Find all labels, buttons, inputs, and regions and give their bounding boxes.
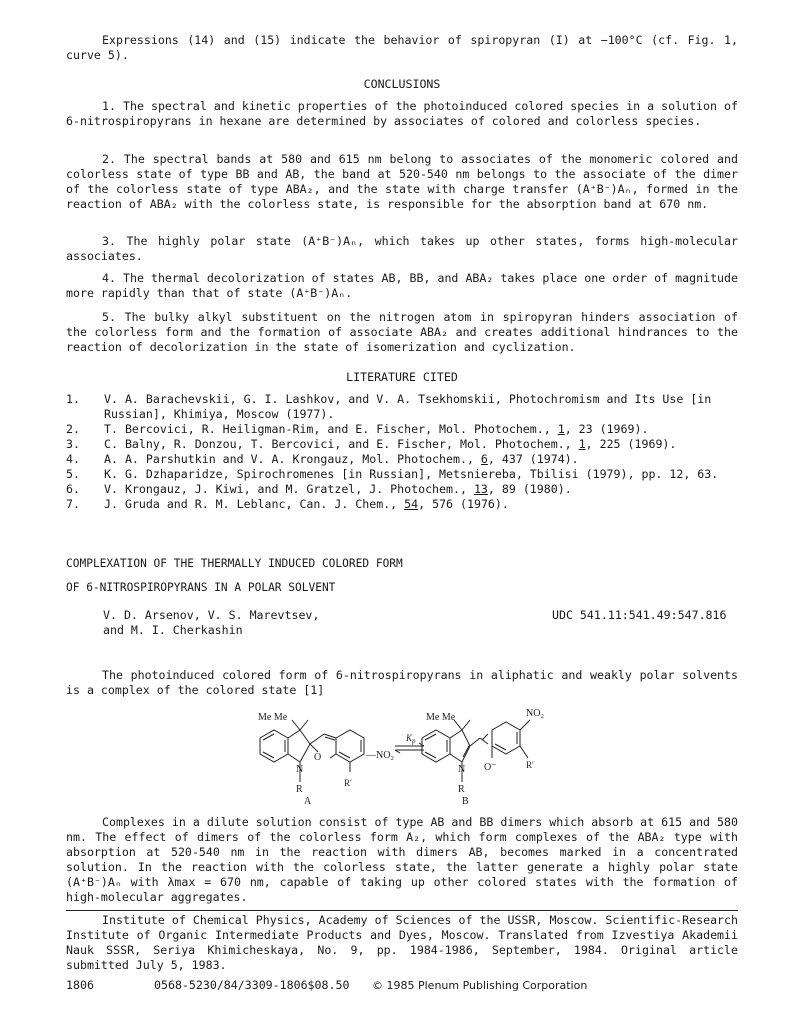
reference-item (66, 437, 746, 452)
scheme-no2-a: —NO₂ (366, 750, 394, 761)
conclusion-5: 5. The bulky alkyl substituent on the nitrogen atom in spiropyran hinders association of the colorless form and the formation of associate ABA₂ and creates additional hindrances to the reaction of decolorization in the state of isomerization and cyclization. (66, 310, 738, 354)
reference-text: V. A. Barachevskii, G. I. Lashkov, and V. A. Tsekhomskii, Photochromism and Its Use [in Russian], Khimiya, Moscow (1977). (104, 392, 712, 421)
scheme-o-minus: O⁻ (484, 762, 497, 773)
spiropyran-complex-scheme (230, 700, 570, 812)
reference-item (66, 452, 746, 467)
body-paragraph-2: Complexes in a dilute solution consist of type AB and BB dimers which absorb at 615 and 580 nm. The effect of dimers of the colorless form A₂, which form complexes of the ABA₂ type with absorption at 520-540 nm in the reaction with dimers AB, becomes marked in a concentrated solution. In the reaction with the colorless state, the latter generate a highly polar state (A⁺B⁻)Aₙ with λmax = 670 nm, capable of taking up other colored states with the formation of high-molecular aggregates. (66, 815, 738, 904)
reference-item (66, 467, 746, 482)
body-paragraph-1: The photoinduced colored form of 6-nitrospiropyrans in aliphatic and weakly polar solvents is a complex of the colored state [1] (66, 668, 738, 697)
footnote: Institute of Chemical Physics, Academy of Sciences of the USSR, Moscow. Scientific-Research Institute of Organic Intermediate Products and Dyes, Moscow. Translated from Izvestiya Akademii Nauk SSSR, Seriya Khimicheskaya, No. 9, pp. 1984-1986, September, 1984. Original article submitted July 5, 1983. (66, 913, 738, 972)
conclusion-4: 4. The thermal decolorization of states AB, BB, and ABA₂ takes place one order of magnitude more rapidly than that of state (A⁺B⁻)Aₙ. (66, 271, 738, 300)
conclusion-1: 1. The spectral and kinetic properties of the photoinduced colored species in a solution of 6-nitrospiropyrans in hexane are determined by associates of colored and colorless species. (66, 99, 738, 128)
reference-number: 2. (66, 422, 80, 436)
literature-heading: LITERATURE CITED (346, 370, 458, 384)
scheme-rprime-left: R′ (344, 778, 352, 788)
reference-text: A. A. Parshutkin and V. A. Krongauz, Mol. Photochem., 6, 437 (1974). (104, 452, 579, 466)
reference-item (66, 422, 746, 437)
issn-price: 0568-5230/84/3309-1806$08.50 (154, 978, 350, 992)
reference-number: 5. (66, 467, 80, 481)
conclusion-3: 3. The highly polar state (A⁺B⁻)Aₙ, which takes up other states, forms high-molecular associates. (66, 234, 738, 263)
scheme-label-a: A (304, 796, 312, 807)
scheme-rprime-right: R′ (526, 760, 534, 770)
reference-number: 6. (66, 482, 80, 496)
reference-item (66, 482, 746, 497)
reference-item (66, 497, 746, 512)
reference-text: J. Gruda and R. M. Leblanc, Can. J. Chem., 54, 576 (1976). (104, 497, 509, 511)
reference-text: V. Krongauz, J. Kiwi, and M. Gratzel, J. Photochem., 13, 89 (1980). (104, 482, 572, 496)
udc-code: UDC 541.11:541.49:547.816 (552, 608, 727, 622)
conclusions-heading: CONCLUSIONS (363, 77, 441, 91)
scheme-label-b: B (462, 796, 469, 807)
reference-text: K. G. Dzhaparidze, Spirochromenes [in Russian], Metsniereba, Tbilisi (1979), pp. 12, 63. (104, 467, 719, 481)
article-title-line-1: COMPLEXATION OF THE THERMALLY INDUCED COLORED FORM (66, 557, 403, 570)
reference-text: C. Balny, R. Donzou, T. Bercovici, and E. Fischer, Mol. Photochem., 1, 225 (1969). (104, 437, 677, 451)
page-number: 1806 (66, 978, 94, 992)
intro-paragraph: Expressions (14) and (15) indicate the behavior of spiropyran (I) at −100°C (cf. Fig. 1, curve 5). (66, 33, 738, 62)
scheme-kp: $K_p$ (406, 733, 416, 745)
footnote-rule (66, 910, 738, 911)
conclusion-2: 2. The spectral bands at 580 and 615 nm belong to associates of the monomeric colored and colorless state of type BB and AB, the band at 520-540 nm belongs to the associate of the dimer of the colorless state of type ABA₂, and the state with charge transfer (A⁺B⁻)Aₙ, formed in the reaction of ABA₂ with the colorless state, is responsible for the absorption band at 670 nm. (66, 152, 738, 211)
reference-text: T. Bercovici, R. Heiligman-Rim, and E. Fischer, Mol. Photochem., 1, 23 (1969). (104, 422, 649, 436)
copyright-notice: © 1985 Plenum Publishing Corporation (372, 979, 588, 992)
reference-number: 7. (66, 497, 80, 511)
reference-item (66, 392, 746, 422)
scheme-me-right: Me Me (426, 712, 456, 723)
scheme-n-right: N (458, 764, 466, 775)
authors-line-2: and M. I. Cherkashin (103, 623, 243, 637)
scheme-r-left: R (296, 784, 303, 795)
reference-number: 1. (66, 392, 80, 406)
scheme-n-left: N (296, 764, 304, 775)
scheme-r-right: R (458, 784, 465, 795)
article-title-line-2: OF 6-NITROSPIROPYRANS IN A POLAR SOLVENT (66, 581, 336, 594)
scheme-me-left: Me Me (258, 712, 288, 723)
authors-line-1: V. D. Arsenov, V. S. Marevtsev, (103, 608, 320, 622)
scheme-no2-top: NO₂ (526, 708, 544, 719)
reference-number: 3. (66, 437, 80, 451)
reference-number: 4. (66, 452, 80, 466)
scheme-o-a: O (314, 752, 322, 763)
